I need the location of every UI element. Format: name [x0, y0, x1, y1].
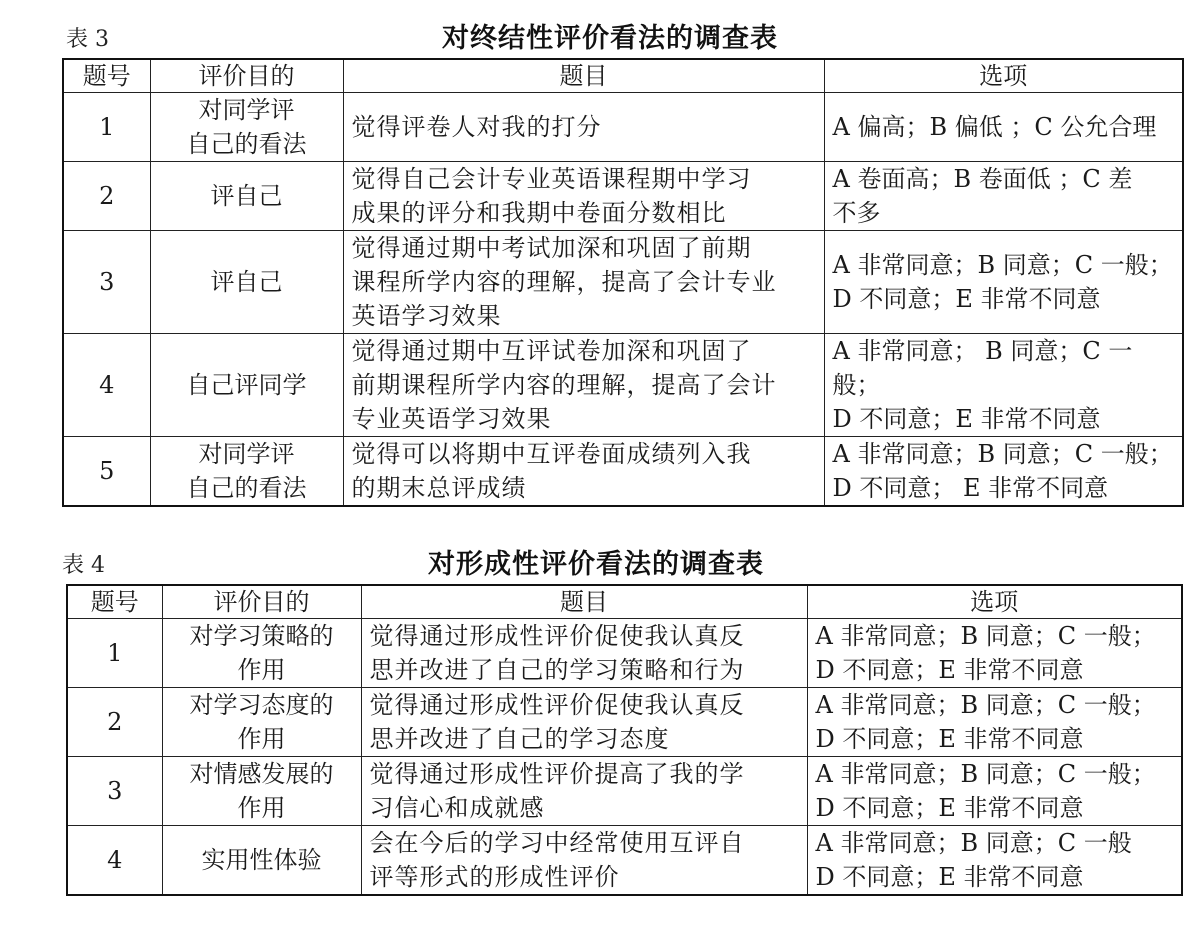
options-line: A 非常同意；B 同意；C 一般； — [815, 691, 1156, 719]
purpose-line: 对同学评 — [198, 440, 295, 468]
options-line: D 不同意；E 非常不同意 — [815, 863, 1084, 891]
evaluation-purpose — [150, 93, 343, 162]
table3-header-row — [63, 59, 1183, 93]
table3-header-purpose: 评价目的 — [150, 59, 343, 93]
answer-options — [807, 619, 1182, 688]
table3-caption — [0, 14, 1200, 54]
answer-options — [824, 93, 1183, 162]
purpose-line: 对学习策略的 — [189, 622, 334, 650]
question-number: 5 — [63, 437, 150, 507]
table3 — [62, 58, 1184, 507]
question-line: 的期末总评成绩 — [351, 474, 527, 502]
question-line: 英语学习效果 — [351, 302, 502, 330]
question-number: 1 — [63, 93, 150, 162]
table3-header-options: 选项 — [824, 59, 1183, 93]
table4-header-row — [67, 585, 1182, 619]
options-line: D 不同意；E 非常不同意 — [832, 285, 1101, 313]
question-line: 觉得通过期中考试加深和巩固了前期 — [351, 234, 752, 262]
question-line: 觉得自己会计专业英语课程期中学习 — [351, 165, 752, 193]
question-line: 觉得通过期中互评试卷加深和巩固了 — [351, 337, 752, 365]
question-line: 前期课程所学内容的理解，提高了会计 — [351, 371, 777, 399]
answer-options — [807, 757, 1182, 826]
question-line: 觉得评卷人对我的打分 — [351, 113, 602, 141]
options-line: A 非常同意；B 同意；C 一般； — [832, 440, 1173, 468]
evaluation-purpose — [150, 231, 343, 334]
question-number: 4 — [67, 826, 162, 896]
table-row — [63, 231, 1183, 334]
purpose-line: 评自己 — [210, 268, 283, 296]
answer-options — [807, 688, 1182, 757]
question-text — [343, 231, 824, 334]
purpose-line: 自己评同学 — [186, 371, 307, 399]
question-text — [361, 757, 807, 826]
options-line: D 不同意；E 非常不同意 — [815, 794, 1084, 822]
question-text — [361, 619, 807, 688]
options-line: A 卷面高；B 卷面低 ；C 差 — [832, 165, 1133, 193]
question-line: 专业英语学习效果 — [351, 405, 552, 433]
table4 — [66, 584, 1183, 896]
question-text — [343, 334, 824, 437]
table-row — [63, 437, 1183, 507]
table3-body — [63, 93, 1183, 507]
options-line: D 不同意； E 非常不同意 — [832, 474, 1109, 502]
table-row — [67, 619, 1182, 688]
evaluation-purpose — [162, 619, 361, 688]
answer-options — [824, 231, 1183, 334]
question-line: 习信心和成就感 — [369, 794, 545, 822]
table4-header-options: 选项 — [807, 585, 1182, 619]
question-text — [343, 162, 824, 231]
question-line: 会在今后的学习中经常使用互评自 — [369, 829, 745, 857]
table-row — [63, 162, 1183, 231]
table-row — [63, 93, 1183, 162]
options-line: A 非常同意；B 同意；C 一般； — [815, 622, 1156, 650]
question-number: 1 — [67, 619, 162, 688]
evaluation-purpose — [150, 162, 343, 231]
table4-title: 对形成性评价看法的调查表 — [428, 549, 764, 580]
question-text — [361, 688, 807, 757]
table-row — [67, 826, 1182, 896]
table3-label: 表 3 — [66, 27, 109, 52]
answer-options — [807, 826, 1182, 896]
answer-options — [824, 334, 1183, 437]
question-line: 评等形式的形成性评价 — [369, 863, 620, 891]
table4-body — [67, 619, 1182, 896]
evaluation-purpose — [150, 437, 343, 507]
options-line: D 不同意；E 非常不同意 — [815, 656, 1084, 684]
evaluation-purpose — [162, 826, 361, 896]
question-number: 4 — [63, 334, 150, 437]
question-number: 2 — [63, 162, 150, 231]
options-line: A 非常同意；B 同意；C 一般； — [832, 251, 1173, 279]
question-text — [343, 437, 824, 507]
evaluation-purpose — [150, 334, 343, 437]
question-line: 觉得通过形成性评价提高了我的学 — [369, 760, 745, 788]
options-line: D 不同意；E 非常不同意 — [815, 725, 1084, 753]
table-row — [67, 757, 1182, 826]
question-text — [361, 826, 807, 896]
purpose-line: 评自己 — [210, 182, 283, 210]
question-line: 思并改进了自己的学习策略和行为 — [369, 656, 745, 684]
table4-label: 表 4 — [62, 553, 105, 578]
question-line: 觉得通过形成性评价促使我认真反 — [369, 622, 745, 650]
options-line: D 不同意；E 非常不同意 — [832, 405, 1101, 433]
purpose-line: 对情感发展的 — [189, 760, 334, 788]
question-line: 课程所学内容的理解，提高了会计专业 — [351, 268, 777, 296]
options-line: 不多 — [832, 199, 881, 227]
question-line: 思并改进了自己的学习态度 — [369, 725, 670, 753]
question-line: 成果的评分和我期中卷面分数相比 — [351, 199, 727, 227]
question-text — [343, 93, 824, 162]
options-line: A 偏高；B 偏低 ；C 公允合理 — [832, 113, 1157, 141]
table4-header-purpose: 评价目的 — [162, 585, 361, 619]
evaluation-purpose — [162, 688, 361, 757]
purpose-line: 作用 — [237, 794, 286, 822]
purpose-line: 作用 — [237, 725, 286, 753]
table3-header-item: 题目 — [343, 59, 824, 93]
question-line: 觉得通过形成性评价促使我认真反 — [369, 691, 745, 719]
options-line: A 非常同意；B 同意；C 一般； — [815, 760, 1156, 788]
table4-caption — [0, 540, 1200, 580]
purpose-line: 对同学评 — [198, 96, 295, 124]
purpose-line: 自己的看法 — [186, 130, 307, 158]
options-line: A 非常同意； B 同意；C 一般； — [832, 337, 1133, 399]
table-row — [63, 334, 1183, 437]
question-line: 觉得可以将期中互评卷面成绩列入我 — [351, 440, 752, 468]
table4-header-num: 题号 — [67, 585, 162, 619]
table4-header-item: 题目 — [361, 585, 807, 619]
purpose-line: 对学习态度的 — [189, 691, 334, 719]
answer-options — [824, 437, 1183, 507]
purpose-line: 作用 — [237, 656, 286, 684]
table-row — [67, 688, 1182, 757]
purpose-line: 实用性体验 — [201, 846, 322, 874]
table3-title: 对终结性评价看法的调查表 — [442, 23, 778, 54]
evaluation-purpose — [162, 757, 361, 826]
question-number: 3 — [63, 231, 150, 334]
answer-options — [824, 162, 1183, 231]
table3-header-num: 题号 — [63, 59, 150, 93]
purpose-line: 自己的看法 — [186, 474, 307, 502]
question-number: 3 — [67, 757, 162, 826]
question-number: 2 — [67, 688, 162, 757]
options-line: A 非常同意；B 同意；C 一般 — [815, 829, 1132, 857]
